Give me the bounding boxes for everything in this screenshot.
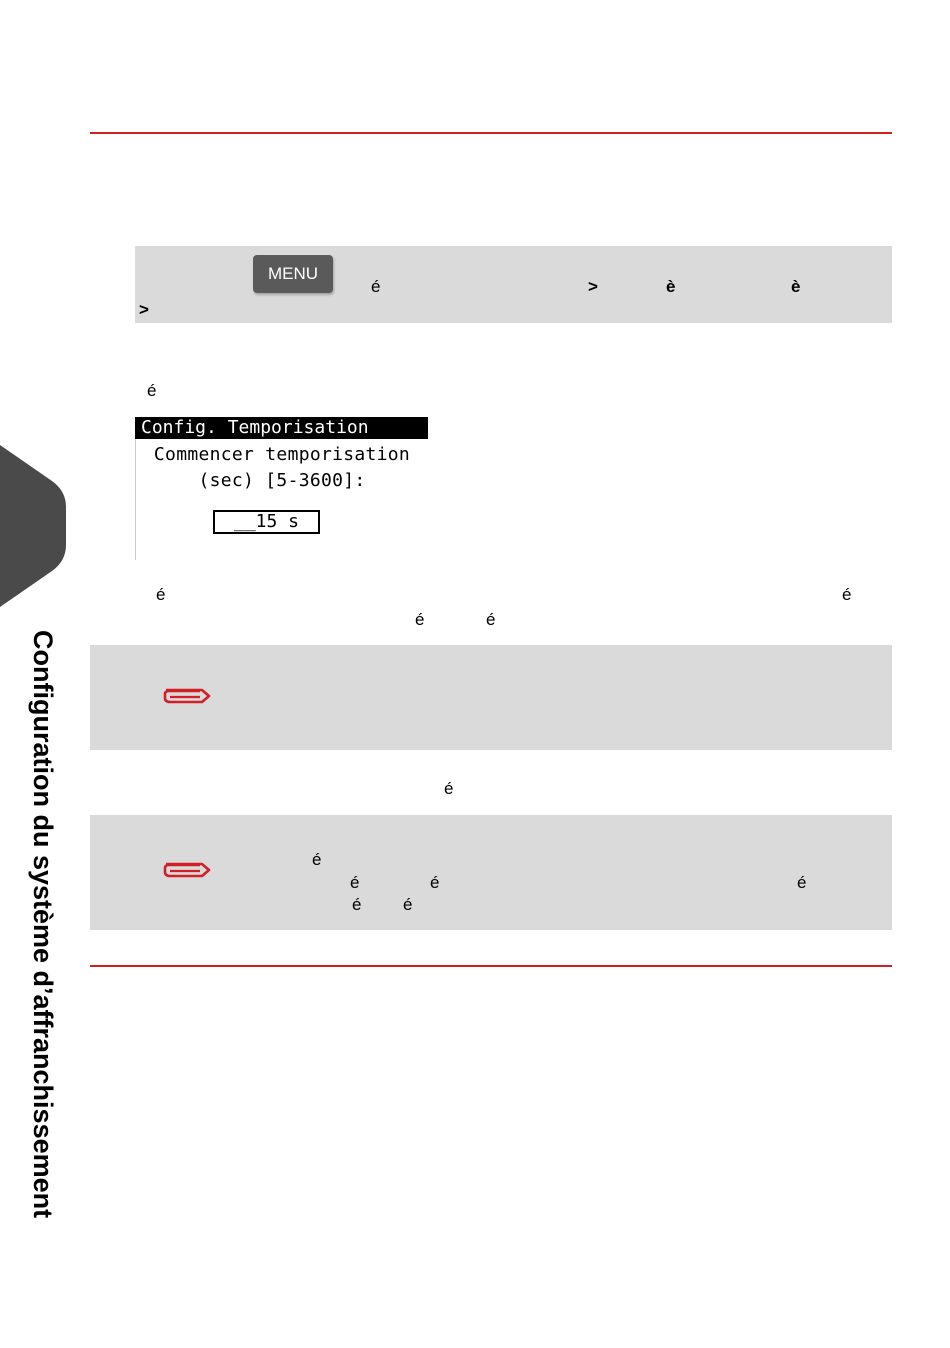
lcd-screen [135, 417, 429, 560]
note-glyph: é [312, 850, 322, 869]
intro-glyph: é [147, 381, 157, 400]
procedure-glyph: é [371, 277, 381, 296]
lcd-line-2: (sec) [5-3600]: [198, 470, 366, 491]
lcd-title: Config. Temporisation [135, 417, 428, 439]
paperclip-note-icon [162, 858, 212, 882]
body-glyph: é [415, 610, 425, 629]
procedure-box [135, 246, 892, 323]
procedure-glyph: > [139, 300, 149, 319]
paperclip-note-icon [162, 684, 212, 708]
body-glyph: é [486, 610, 496, 629]
note-glyph: é [403, 895, 413, 914]
body-glyph: é [842, 585, 852, 604]
lcd-line-1: Commencer temporisation [153, 444, 411, 465]
procedure-glyph: è [791, 277, 801, 296]
chapter-tab-marker [0, 445, 66, 607]
note-glyph: é [797, 873, 807, 892]
procedure-glyph: > [588, 277, 598, 296]
bottom-red-rule [90, 965, 892, 967]
delay-value-field[interactable]: __15 s [213, 510, 320, 534]
note-glyph: é [352, 895, 362, 914]
menu-button[interactable]: MENU [253, 255, 333, 293]
note-glyph: é [430, 873, 440, 892]
note-glyph: é [350, 873, 360, 892]
body-glyph: é [156, 585, 166, 604]
middle-glyph: é [444, 779, 454, 798]
chapter-side-title: Configuration du système d’affranchissement [28, 630, 58, 1219]
procedure-glyph: è [666, 277, 676, 296]
top-red-rule [90, 132, 892, 134]
